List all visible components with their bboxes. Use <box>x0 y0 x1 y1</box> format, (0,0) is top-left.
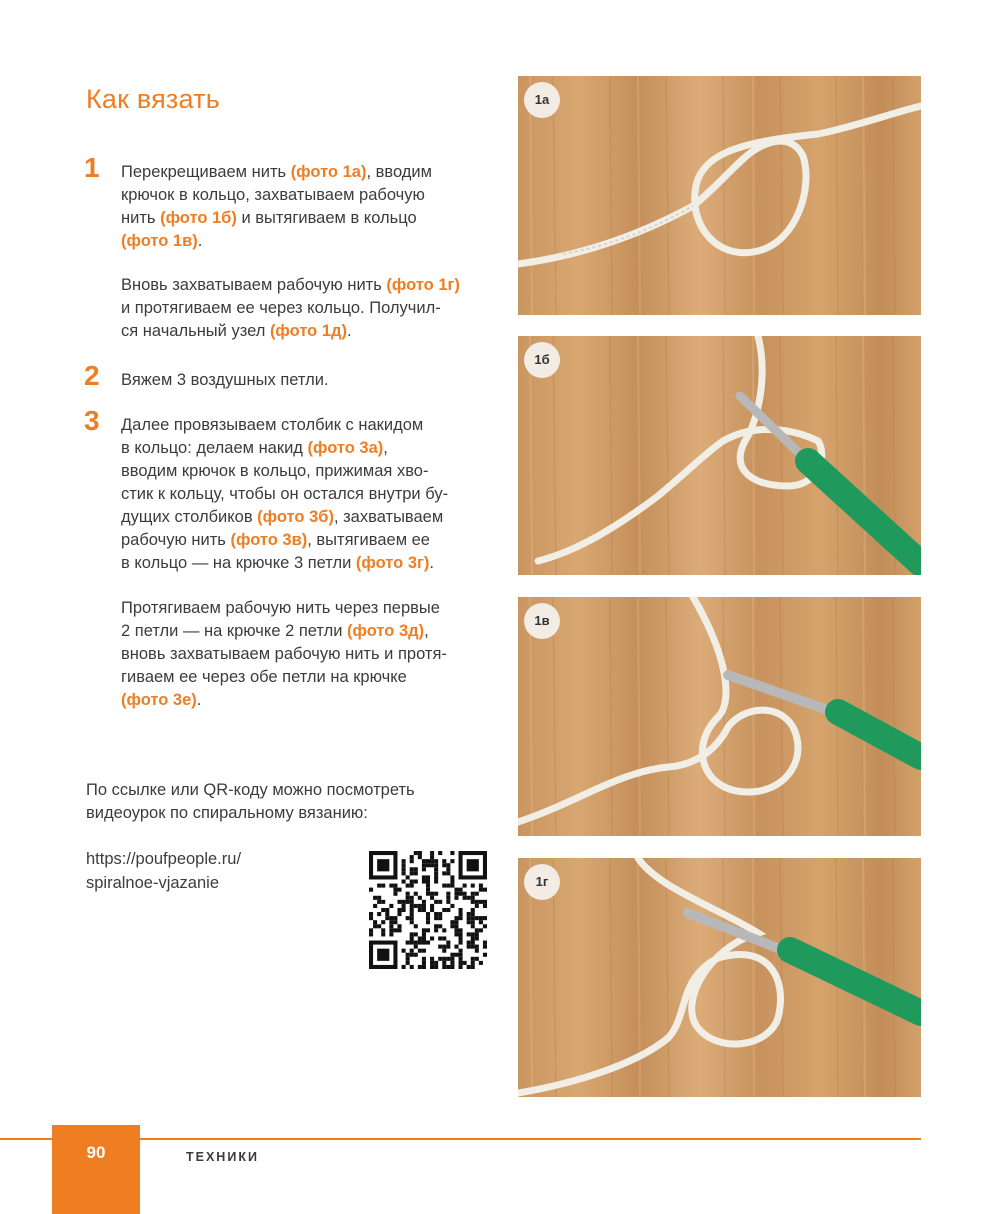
line-text: . <box>196 691 202 709</box>
photo-reference: (фото 3г) <box>355 554 430 572</box>
photo-1g-image <box>518 858 921 1097</box>
paragraph-line <box>121 689 496 712</box>
photo-reference: (фото 1в) <box>121 232 198 250</box>
photo-1v-image <box>518 597 921 836</box>
photo-1b <box>518 336 921 575</box>
line-text: стик к кольцу, чтобы он остался внутри бу- <box>121 485 449 503</box>
photo-reference: (фото 1г) <box>386 276 460 294</box>
paragraph-line <box>121 369 496 392</box>
photo-reference: (фото 1д) <box>269 322 347 340</box>
line-text: Протягиваем рабочую нить через первые <box>121 599 440 617</box>
page-number-box <box>52 1125 140 1214</box>
paragraph-line <box>121 414 496 437</box>
line-text: вводим крючок в кольцо, прижимая хво- <box>121 462 429 480</box>
paragraph-line <box>121 506 496 529</box>
photo-1v-badge: 1в <box>524 603 560 639</box>
photo-reference: (фото 1а) <box>290 163 367 181</box>
paragraph-line <box>121 666 496 689</box>
page-title: Как вязать <box>86 84 220 114</box>
step-3-paragraph-1 <box>121 414 496 575</box>
photo-reference: (фото 3д) <box>347 622 425 640</box>
photo-1a-image <box>518 76 921 315</box>
line-text: вновь захватываем рабочую нить и протя- <box>121 645 447 663</box>
video-link[interactable] <box>86 847 241 895</box>
step-number-3: 3 <box>84 405 100 436</box>
line-text: Перекрещиваем нить <box>121 163 291 181</box>
paragraph-line <box>121 230 496 253</box>
video-note-line-1: По ссылке или QR-коду можно посмотреть <box>86 781 415 799</box>
paragraph-line <box>121 207 496 230</box>
line-text: дущих столбиков <box>121 508 258 526</box>
line-text: Вновь захватываем рабочую нить <box>121 276 387 294</box>
paragraph-line <box>121 529 496 552</box>
video-link-line-1[interactable]: https://poufpeople.ru/ <box>86 850 242 868</box>
photo-reference: (фото 3е) <box>121 691 197 709</box>
qr-code[interactable] <box>369 851 487 969</box>
step-1-paragraph-2 <box>121 274 496 343</box>
line-text: и протягиваем ее через кольцо. Получил- <box>121 299 441 317</box>
paragraph-line <box>121 597 496 620</box>
video-note-line-2: видеоурок по спиральному вязанию: <box>86 804 368 822</box>
step-number-2: 2 <box>84 360 100 391</box>
photo-reference: (фото 3в) <box>230 531 308 549</box>
photo-1a-badge: 1а <box>524 82 560 118</box>
photo-1v <box>518 597 921 836</box>
line-text: 2 петли — на крючке 2 петли <box>121 622 348 640</box>
line-text: и вытягиваем в кольцо <box>236 209 417 227</box>
line-text: . <box>197 232 203 250</box>
line-text: нить <box>121 209 161 227</box>
line-text: , вытягиваем ее <box>307 531 430 549</box>
paragraph-line <box>121 274 496 297</box>
paragraph-line <box>121 643 496 666</box>
photo-reference: (фото 3а) <box>307 439 384 457</box>
photo-1a <box>518 76 921 315</box>
paragraph-line <box>121 483 496 506</box>
paragraph-line <box>121 620 496 643</box>
line-text: , вводим <box>366 163 432 181</box>
line-text: . <box>429 554 434 572</box>
photo-reference: (фото 3б) <box>257 508 334 526</box>
line-text: ся начальный узел <box>121 322 270 340</box>
step-3-paragraph-2 <box>121 597 496 712</box>
line-text: в кольцо: делаем накид <box>121 439 308 457</box>
paragraph-line <box>121 297 496 320</box>
photo-1g-badge: 1г <box>524 864 560 900</box>
line-text: , захватываем <box>333 508 444 526</box>
step-number-1: 1 <box>84 152 100 183</box>
line-text: рабочую нить <box>121 531 231 549</box>
photo-1g <box>518 858 921 1097</box>
paragraph-line <box>121 320 496 343</box>
photo-1b-image <box>518 336 921 575</box>
line-text: . <box>347 322 352 340</box>
video-note <box>86 779 486 825</box>
line-text: в кольцо — на крючке 3 петли <box>121 554 356 572</box>
page-number: 90 <box>86 1143 106 1162</box>
line-text: гиваем ее через обе петли на крючке <box>121 668 407 686</box>
photo-reference: (фото 1б) <box>160 209 237 227</box>
paragraph-line <box>121 161 496 184</box>
paragraph-line <box>121 552 496 575</box>
line-text: Далее провязываем столбик с накидом <box>121 416 424 434</box>
paragraph-line <box>121 184 496 207</box>
paragraph-line <box>121 437 496 460</box>
step-2-paragraph-1 <box>121 369 496 392</box>
step-1-paragraph-1 <box>121 161 496 253</box>
section-name: ТЕХНИКИ <box>186 1150 259 1164</box>
line-text: Вяжем 3 воздушных петли. <box>121 371 329 389</box>
line-text: , <box>424 622 429 640</box>
video-link-line-2[interactable]: spiralnoe-vjazanie <box>86 874 219 892</box>
line-text: , <box>383 439 388 457</box>
paragraph-line <box>121 460 496 483</box>
photo-1b-badge: 1б <box>524 342 560 378</box>
line-text: крючок в кольцо, захватываем рабочую <box>121 186 425 204</box>
